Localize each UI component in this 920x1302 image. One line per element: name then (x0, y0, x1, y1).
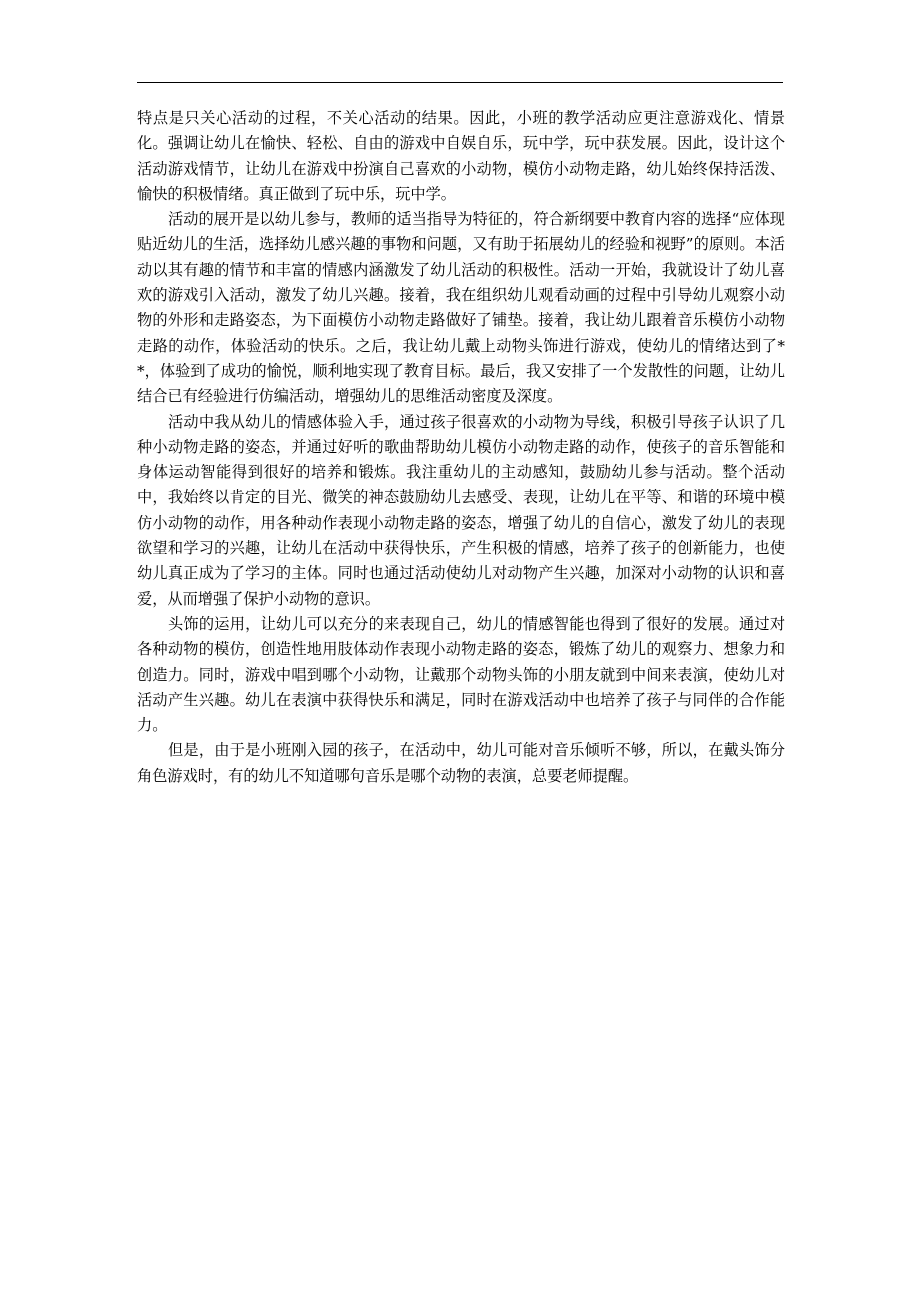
paragraph-5: 但是，由于是小班刚入园的孩子，在活动中，幼儿可能对音乐倾听不够，所以，在戴头饰分角色游戏时，有的幼儿不知道哪句音乐是哪个动物的表演，总要老师提醒。 (137, 741, 785, 785)
paragraph-1: 特点是只关心活动的过程，不关心活动的结果。因此，小班的教学活动应更注意游戏化、情景化。强调让幼儿在愉快、轻松、自由的游戏中自娱自乐，玩中学，玩中获发展。因此，设计这个活动游戏情节，让幼儿在游戏中扮演自己喜欢的小动物，模仿小动物走路，幼儿始终保持活泼、愉快的积极情绪。真正做到了玩中乐，玩中学。 (137, 109, 785, 203)
document-body (137, 106, 785, 789)
paragraph-2: 活动的展开是以幼儿参与，教师的适当指导为特征的，符合新纲要中教育内容的选择“应体现贴近幼儿的生活，选择幼儿感兴趣的事物和问题，又有助于拓展幼儿的经验和视野”的原则。本活动以其有趣的情节和丰富的情感内涵激发了幼儿活动的积极性。活动一开始，我就设计了幼儿喜欢的游戏引入活动，激发了幼儿兴趣。接着，我在组织幼儿观看动画的过程中引导幼儿观察小动物的外形和走路姿态，为下面模仿小动物走路做好了铺垫。接着，我让幼儿跟着音乐模仿小动物走路的动作，体验活动的快乐。之后，我让幼儿戴上动物头饰进行游戏，使幼儿的情绪达到了**，体验到了成功的愉悦，顺利地实现了教育目标。最后，我又安排了一个发散性的问题，让幼儿结合已有经验进行仿编活动，增强幼儿的思维活动密度及深度。 (137, 210, 785, 406)
paragraph-3: 活动中我从幼儿的情感体验入手，通过孩子很喜欢的小动物为导线，积极引导孩子认识了几种小动物走路的姿态，并通过好听的歌曲帮助幼儿模仿小动物走路的动作，使孩子的音乐智能和身体运动智能得到很好的培养和锻炼。我注重幼儿的主动感知，鼓励幼儿参与活动。整个活动中，我始终以肯定的目光、微笑的神态鼓励幼儿去感受、表现，让幼儿在平等、和谐的环境中模仿小动物的动作，用各种动作表现小动物走路的姿态，增强了幼儿的自信心，激发了幼儿的表现欲望和学习的兴趣，让幼儿在活动中获得快乐，产生积极的情感，培养了孩子的创新能力，也使幼儿真正成为了学习的主体。同时也通过活动使幼儿对动物产生兴趣，加深对小动物的认识和喜爱，从而增强了保护小动物的意识。 (137, 412, 785, 608)
paragraph-4: 头饰的运用，让幼儿可以充分的来表现自己，幼儿的情感智能也得到了很好的发展。通过对各种动物的模仿，创造性地用肢体动作表现小动物走路的姿态，锻炼了幼儿的观察力、想象力和创造力。同时，游戏中唱到哪个小动物，让戴那个动物头饰的小朋友就到中间来表演，使幼儿对活动产生兴趣。幼儿在表演中获得快乐和满足，同时在游戏活动中也培养了孩子与同伴的合作能力。 (137, 614, 785, 735)
header-rule (137, 82, 783, 83)
